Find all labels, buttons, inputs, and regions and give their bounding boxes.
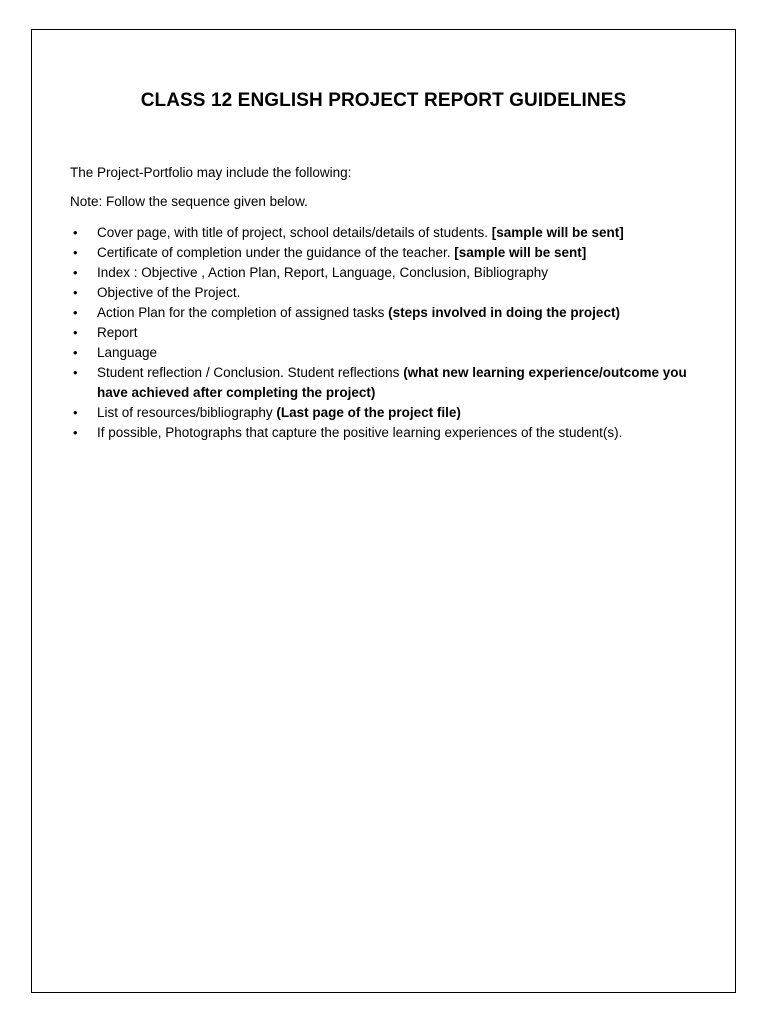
list-item (70, 223, 710, 243)
list-item (70, 243, 710, 263)
bullet-icon: • (73, 265, 78, 280)
bullet-icon: • (73, 405, 78, 420)
bullet-icon: • (73, 365, 78, 380)
item-text: Objective of the Project. (97, 285, 241, 300)
bullet-icon: • (73, 425, 78, 440)
list-item (70, 363, 710, 403)
list-item (70, 343, 710, 363)
list-item (70, 303, 710, 323)
bullet-icon: • (73, 285, 78, 300)
list-item (70, 263, 710, 283)
item-text: If possible, Photographs that capture the positive learning experiences of the student(s). (97, 425, 623, 440)
bullet-icon: • (73, 305, 78, 320)
item-bold-text: (steps involved in doing the project) (388, 305, 620, 320)
item-bold-text: (what new learning experience/outcome you have achieved after completing the project) (97, 365, 687, 400)
bullet-icon: • (73, 325, 78, 340)
item-text: Certificate of completion under the guidance of the teacher. (97, 245, 455, 260)
page-title: CLASS 12 ENGLISH PROJECT REPORT GUIDELINES (140, 90, 627, 111)
list-item (70, 423, 710, 443)
bullet-icon: • (73, 345, 78, 360)
item-text: Report (97, 325, 138, 340)
item-text: Index : Objective , Action Plan, Report, Language, Conclusion, Bibliography (97, 265, 549, 280)
list-item (70, 283, 710, 303)
intro-text: The Project-Portfolio may include the following: (70, 165, 352, 180)
note-text: Note: Follow the sequence given below. (70, 194, 308, 209)
item-bold-text: (Last page of the project file) (276, 405, 461, 420)
item-text: Action Plan for the completion of assigned tasks (97, 305, 389, 320)
item-bold-text: [sample will be sent] (454, 245, 587, 260)
item-text: Student reflection / Conclusion. Student reflections (97, 365, 404, 380)
list-item (70, 323, 710, 343)
page-frame (31, 29, 736, 993)
item-bold-text: [sample will be sent] (491, 225, 624, 240)
bullet-icon: • (73, 225, 78, 240)
bullet-icon: • (73, 245, 78, 260)
item-text: Cover page, with title of project, school details/details of students. (97, 225, 492, 240)
list-item (70, 403, 710, 423)
item-text: Language (97, 345, 158, 360)
item-text: List of resources/bibliography (97, 405, 277, 420)
guideline-list (70, 223, 710, 443)
